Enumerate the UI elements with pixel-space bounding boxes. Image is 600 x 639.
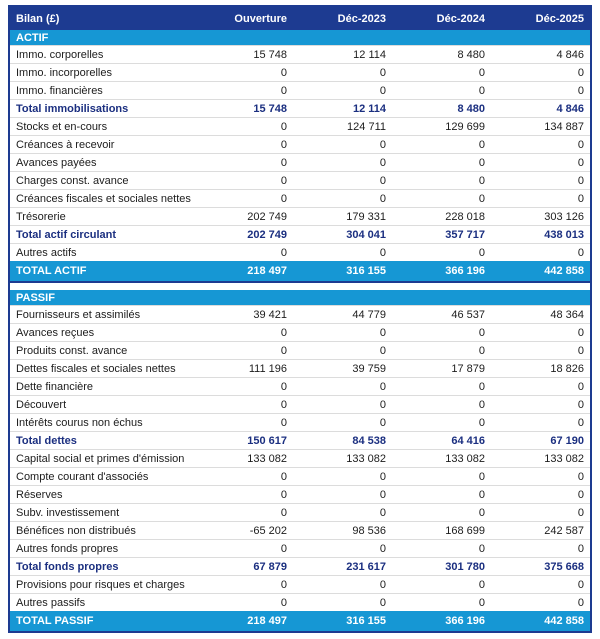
cell-value: 303 126	[544, 210, 584, 223]
table-row	[10, 611, 590, 631]
table-row	[10, 485, 590, 503]
cell-value: 48 364	[550, 308, 584, 321]
table-row	[10, 449, 590, 467]
table-row	[10, 575, 590, 593]
cell-value: 46 537	[451, 308, 485, 321]
cell-value: 0	[379, 380, 386, 393]
cell-value: 4 846	[556, 102, 584, 115]
cell-value: 0	[478, 246, 485, 259]
row-label: Total actif circulant	[16, 228, 117, 241]
cell-value: 442 858	[544, 265, 584, 277]
cell-value: 67 190	[550, 434, 584, 447]
cell-value: 0	[577, 488, 584, 501]
cell-value: 357 717	[445, 228, 485, 241]
cell-value: 0	[577, 156, 584, 169]
cell-value: 0	[577, 398, 584, 411]
cell-value: 0	[478, 506, 485, 519]
cell-value: 133 082	[544, 452, 584, 465]
cell-value: 0	[478, 326, 485, 339]
row-label: Total immobilisations	[16, 102, 129, 115]
cell-value: 0	[577, 542, 584, 555]
cell-value: 0	[280, 488, 287, 501]
cell-value: 0	[577, 66, 584, 79]
cell-value: 0	[577, 416, 584, 429]
cell-value: 0	[280, 156, 287, 169]
cell-value: 0	[379, 326, 386, 339]
cell-value: 0	[379, 596, 386, 609]
cell-value: 0	[478, 488, 485, 501]
cell-value: 0	[577, 174, 584, 187]
row-label: Dette financière	[16, 380, 94, 393]
cell-value: 0	[280, 326, 287, 339]
cell-value: 0	[577, 596, 584, 609]
table-row	[10, 153, 590, 171]
table-row	[10, 341, 590, 359]
cell-value: 0	[379, 488, 386, 501]
row-label: Intérêts courus non échus	[16, 416, 143, 429]
cell-value: 0	[577, 470, 584, 483]
cell-value: 84 538	[352, 434, 386, 447]
row-label: Dettes fiscales et sociales nettes	[16, 362, 176, 375]
cell-value: 0	[478, 156, 485, 169]
cell-value: 0	[478, 470, 485, 483]
cell-value: 12 114	[352, 102, 386, 115]
cell-value: 0	[478, 398, 485, 411]
cell-value: 366 196	[445, 615, 485, 627]
cell-value: 0	[478, 84, 485, 97]
cell-value: 0	[577, 192, 584, 205]
cell-value: 0	[379, 506, 386, 519]
cell-value: 129 699	[445, 120, 485, 133]
cell-value: 304 041	[346, 228, 386, 241]
cell-value: 0	[280, 66, 287, 79]
table-body	[10, 30, 590, 631]
cell-value: 0	[280, 84, 287, 97]
row-label: Avances payées	[16, 156, 97, 169]
section-header-actif	[10, 30, 590, 45]
cell-value: 17 879	[451, 362, 485, 375]
cell-value: 0	[577, 246, 584, 259]
cell-value: 0	[379, 542, 386, 555]
cell-value: 133 082	[247, 452, 287, 465]
row-label: Autres passifs	[16, 596, 86, 609]
header-title: Bilan (£)	[16, 12, 60, 25]
table-row	[10, 225, 590, 243]
row-label: Fournisseurs et assimilés	[16, 308, 141, 321]
cell-value: 124 711	[347, 120, 386, 133]
row-label: Subv. investissement	[16, 506, 120, 519]
cell-value: 0	[379, 344, 386, 357]
row-label: Total dettes	[16, 434, 77, 447]
table-row	[10, 207, 590, 225]
table-row	[10, 45, 590, 63]
cell-value: 0	[577, 84, 584, 97]
row-label: Réserves	[16, 488, 63, 501]
cell-value: 218 497	[247, 615, 287, 627]
cell-value: 0	[379, 578, 386, 591]
row-label: Produits const. avance	[16, 344, 128, 357]
row-label: Créances à recevoir	[16, 138, 115, 151]
row-label: Immo. incorporelles	[16, 66, 112, 79]
row-label: Créances fiscales et sociales nettes	[16, 192, 191, 205]
cell-value: 44 779	[352, 308, 386, 321]
cell-value: 0	[280, 398, 287, 411]
table-row	[10, 323, 590, 341]
cell-value: 375 668	[544, 560, 584, 573]
cell-value: 0	[379, 192, 386, 205]
table-row	[10, 431, 590, 449]
cell-value: 133 082	[445, 452, 485, 465]
cell-value: 438 013	[544, 228, 584, 241]
cell-value: 0	[280, 578, 287, 591]
cell-value: 0	[577, 344, 584, 357]
row-label: Total fonds propres	[16, 560, 119, 573]
cell-value: 15 748	[253, 102, 287, 115]
header-col-ouverture: Ouverture	[234, 12, 287, 25]
row-label: Charges const. avance	[16, 174, 129, 187]
cell-value: -65 202	[249, 524, 287, 537]
cell-value: 228 018	[445, 210, 485, 223]
row-label: Bénéfices non distribués	[16, 524, 136, 537]
cell-value: 0	[379, 398, 386, 411]
cell-value: 0	[478, 66, 485, 79]
table-row	[10, 305, 590, 323]
cell-value: 0	[577, 506, 584, 519]
row-label: Découvert	[16, 398, 67, 411]
cell-value: 168 699	[445, 524, 485, 537]
cell-value: 150 617	[247, 434, 287, 447]
cell-value: 0	[280, 246, 287, 259]
table-row	[10, 413, 590, 431]
cell-value: 0	[478, 596, 485, 609]
row-label: Stocks et en-cours	[16, 120, 108, 133]
cell-value: 0	[280, 380, 287, 393]
cell-value: 0	[280, 174, 287, 187]
cell-value: 242 587	[544, 524, 584, 537]
balance-sheet-table	[8, 5, 592, 633]
cell-value: 0	[280, 470, 287, 483]
table-row	[10, 593, 590, 611]
cell-value: 8 480	[457, 48, 485, 61]
section-header-passif	[10, 290, 590, 305]
cell-value: 0	[577, 138, 584, 151]
cell-value: 18 826	[550, 362, 584, 375]
cell-value: 0	[478, 174, 485, 187]
row-label: TOTAL PASSIF	[16, 615, 94, 627]
table-row	[10, 243, 590, 261]
section-spacer	[10, 281, 590, 290]
section-label: PASSIF	[16, 291, 55, 304]
header-col-dec-2025: Déc-2025	[535, 12, 584, 25]
cell-value: 0	[280, 138, 287, 151]
cell-value: 202 749	[247, 228, 287, 241]
row-label: Immo. financières	[16, 84, 103, 97]
table-row	[10, 81, 590, 99]
cell-value: 8 480	[457, 102, 485, 115]
table-row	[10, 377, 590, 395]
cell-value: 0	[280, 192, 287, 205]
cell-value: 67 879	[253, 560, 287, 573]
row-label: Autres fonds propres	[16, 542, 119, 555]
cell-value: 316 155	[346, 615, 386, 627]
section-label: ACTIF	[16, 31, 49, 44]
row-label: Autres actifs	[16, 246, 77, 259]
cell-value: 15 748	[253, 48, 287, 61]
cell-value: 366 196	[445, 265, 485, 277]
cell-value: 301 780	[445, 560, 485, 573]
cell-value: 4 846	[556, 48, 584, 61]
table-row	[10, 557, 590, 575]
cell-value: 0	[379, 138, 386, 151]
table-row	[10, 359, 590, 377]
cell-value: 0	[379, 66, 386, 79]
cell-value: 0	[280, 120, 287, 133]
row-label: Trésorerie	[16, 210, 66, 223]
cell-value: 0	[478, 138, 485, 151]
table-row	[10, 99, 590, 117]
table-row	[10, 395, 590, 413]
table-row	[10, 171, 590, 189]
cell-value: 0	[577, 326, 584, 339]
cell-value: 12 114	[353, 48, 386, 61]
cell-value: 316 155	[346, 265, 386, 277]
cell-value: 0	[379, 156, 386, 169]
row-label: Avances reçues	[16, 326, 95, 339]
cell-value: 231 617	[346, 560, 386, 573]
cell-value: 0	[379, 84, 386, 97]
table-row	[10, 503, 590, 521]
header-col-dec-2023: Déc-2023	[337, 12, 386, 25]
cell-value: 0	[280, 596, 287, 609]
row-label: Immo. corporelles	[16, 48, 104, 61]
cell-value: 0	[280, 542, 287, 555]
table-row	[10, 189, 590, 207]
cell-value: 0	[478, 192, 485, 205]
cell-value: 0	[280, 416, 287, 429]
row-label: Provisions pour risques et charges	[16, 578, 185, 591]
cell-value: 0	[280, 344, 287, 357]
table-row	[10, 117, 590, 135]
cell-value: 0	[478, 380, 485, 393]
table-header-row	[10, 7, 590, 30]
cell-value: 134 887	[544, 120, 584, 133]
table-row	[10, 521, 590, 539]
table-row	[10, 261, 590, 281]
cell-value: 133 082	[346, 452, 386, 465]
cell-value: 39 759	[352, 362, 386, 375]
cell-value: 0	[478, 344, 485, 357]
cell-value: 39 421	[253, 308, 287, 321]
cell-value: 64 416	[451, 434, 485, 447]
cell-value: 0	[379, 174, 386, 187]
header-col-dec-2024: Déc-2024	[436, 12, 485, 25]
cell-value: 0	[478, 578, 485, 591]
cell-value: 179 331	[346, 210, 386, 223]
cell-value: 0	[577, 380, 584, 393]
cell-value: 0	[379, 246, 386, 259]
cell-value: 218 497	[247, 265, 287, 277]
row-label: TOTAL ACTIF	[16, 265, 87, 277]
cell-value: 0	[379, 470, 386, 483]
cell-value: 202 749	[247, 210, 287, 223]
cell-value: 98 536	[352, 524, 386, 537]
cell-value: 0	[577, 578, 584, 591]
cell-value: 442 858	[544, 615, 584, 627]
table-row	[10, 63, 590, 81]
row-label: Compte courant d'associés	[16, 470, 149, 483]
table-row	[10, 539, 590, 557]
cell-value: 0	[478, 416, 485, 429]
cell-value: 0	[379, 416, 386, 429]
table-row	[10, 467, 590, 485]
cell-value: 111 196	[248, 362, 287, 375]
row-label: Capital social et primes d'émission	[16, 452, 185, 465]
table-row	[10, 135, 590, 153]
cell-value: 0	[478, 542, 485, 555]
cell-value: 0	[280, 506, 287, 519]
